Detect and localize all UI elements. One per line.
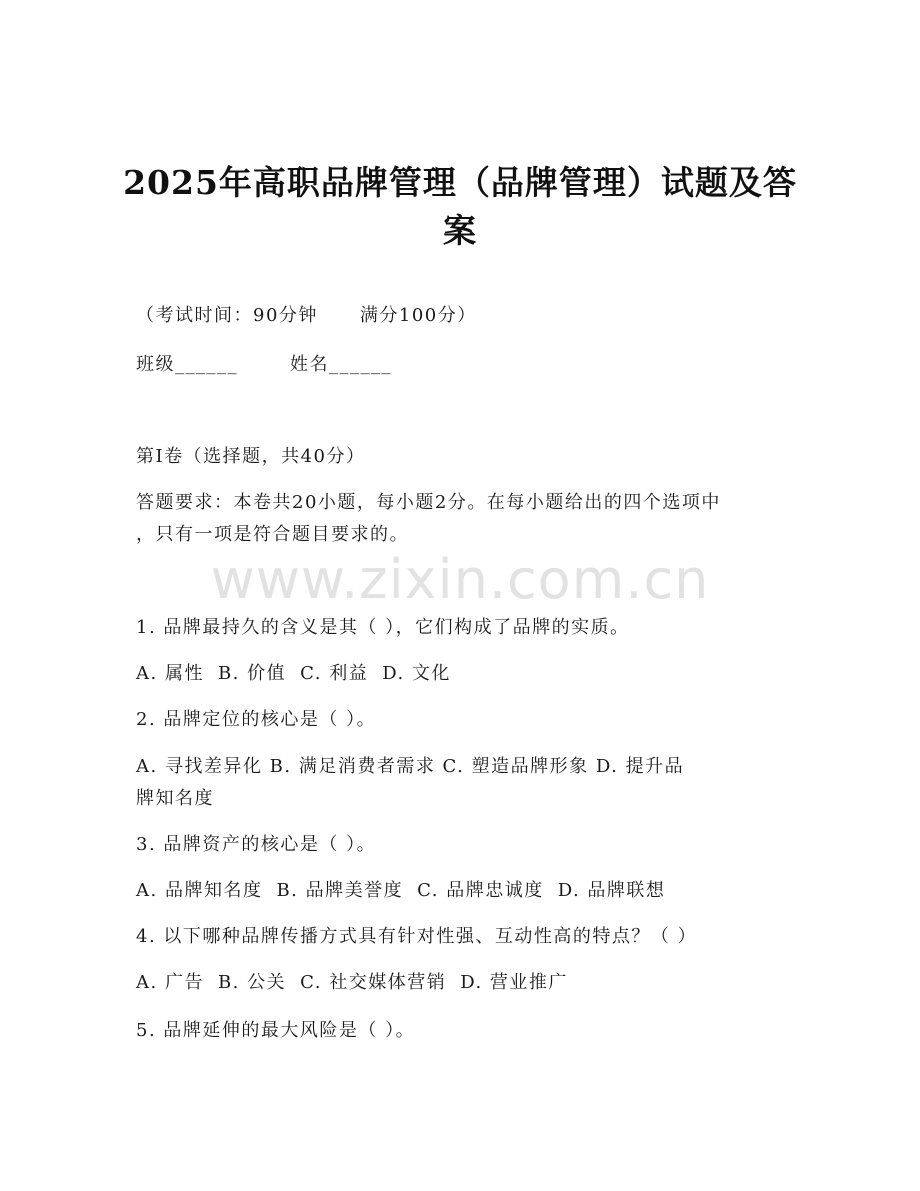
name-field: 姓名______ [290, 354, 392, 375]
option-d: D. 营业推广 [460, 972, 568, 993]
option-d: D. 品牌联想 [557, 880, 666, 901]
option-c: C. 品牌忠诚度 [417, 880, 544, 901]
question-stem: 2. 品牌定位的核心是（ ）。 [136, 709, 377, 730]
option-b: B. 价值 [217, 663, 287, 684]
watermark: www.zixin.com.cn [210, 548, 710, 611]
section-heading: 第I卷（选择题，共40分） [136, 446, 366, 467]
question-options [136, 968, 582, 994]
question-stem: 5. 品牌延伸的最大风险是（ ）。 [136, 1020, 416, 1041]
option-c: C. 利益 [300, 663, 369, 684]
option-b: B. 公关 [217, 972, 287, 993]
question-options-line1: A. 寻找差异化 B. 满足消费者需求 C. 塑造品牌形象 D. 提升品 [136, 756, 685, 777]
student-info [136, 350, 392, 376]
option-a: A. 广告 [136, 972, 204, 993]
option-a: A. 属性 [136, 663, 204, 684]
question-options [136, 876, 679, 902]
option-b: B. 品牌美誉度 [276, 880, 404, 901]
option-c: C. 社交媒体营销 [300, 972, 447, 993]
document-title-line2: 案 [443, 211, 477, 250]
exam-score: 满分100分） [359, 305, 477, 326]
question-options-line2: 牌知名度 [136, 788, 214, 809]
option-d: D. 文化 [382, 663, 451, 684]
instructions-line1: 答题要求：本卷共20小题，每小题2分。在每小题给出的四个选项中 [136, 492, 721, 513]
question-stem: 4. 以下哪种品牌传播方式具有针对性强、互动性高的特点？（ ） [136, 926, 698, 947]
option-a: A. 品牌知名度 [136, 880, 263, 901]
question-options [136, 659, 465, 685]
exam-time: （考试时间：90分钟 [136, 305, 318, 326]
question-stem: 1. 品牌最持久的含义是其（ ），它们构成了品牌的实质。 [136, 617, 630, 638]
class-field: 班级______ [136, 354, 238, 375]
exam-info [136, 301, 477, 327]
instructions-line2: ，只有一项是符合题目要求的。 [136, 524, 409, 545]
document-title-line1: 2025年高职品牌管理（品牌管理）试题及答 [123, 163, 797, 202]
question-stem: 3. 品牌资产的核心是（ ）。 [136, 834, 377, 855]
